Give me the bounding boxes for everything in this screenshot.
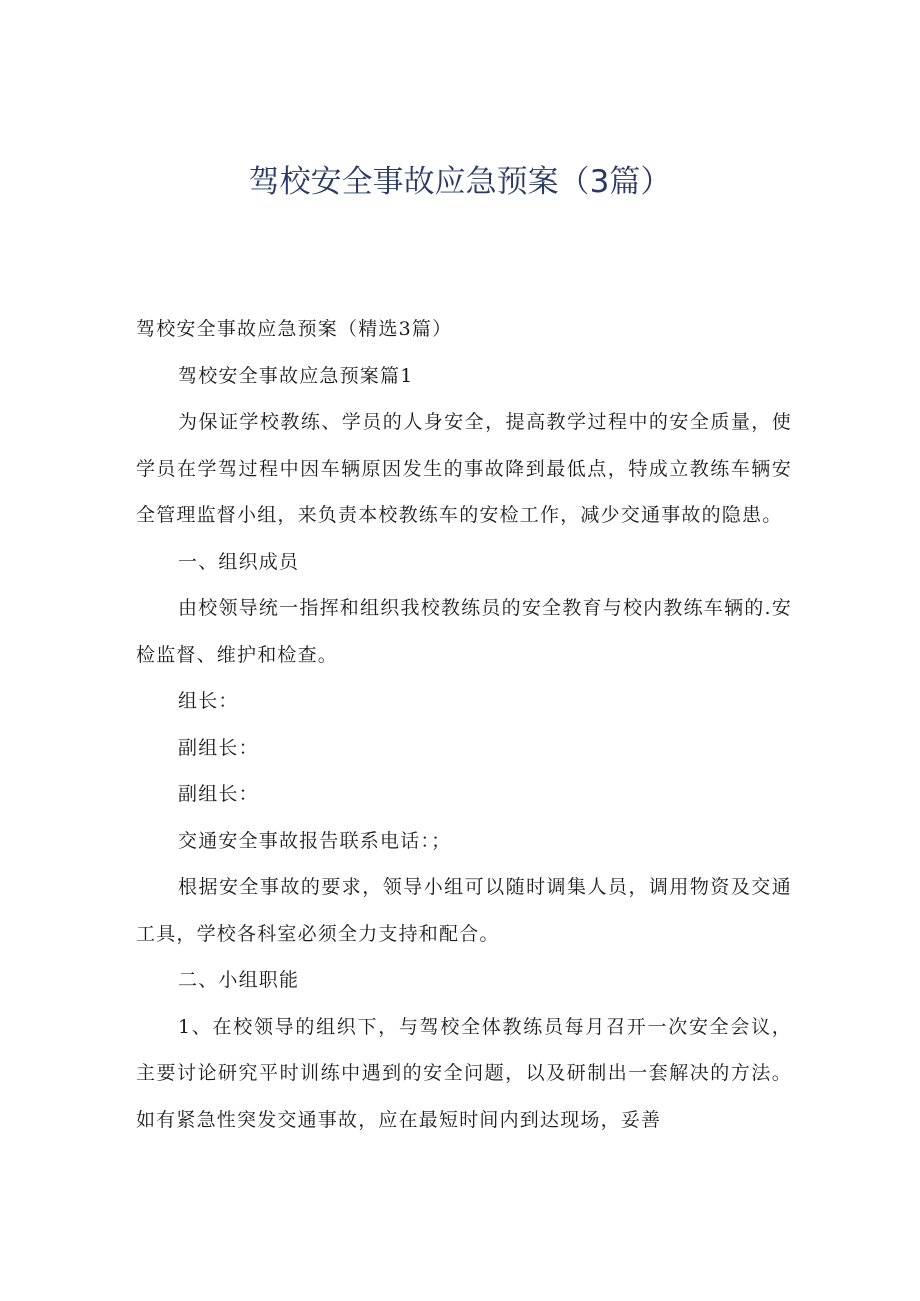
heading-organization-members: 一、组织成员 [178, 550, 300, 573]
document-title: 驾校安全事故应急预案（3篇） [248, 164, 672, 200]
heading-group-functions: 二、小组职能 [178, 969, 300, 991]
field-deputy-leader-1: 副组长： [178, 736, 259, 759]
paragraph-leadership: 由校领导统一指挥和组织我校教练员的安全教育与校内教练车辆的.安检监督、维护和检查。 [136, 597, 792, 666]
paragraph-intro: 为保证学校教练、学员的人身安全，提高教学过程中的安全质量，使学员在学驾过程中因车辆原因发生的事故降到最低点，特成立教练车辆安全管理监督小组，来负责本校教练车的安检工作，减少交通事故的隐患。 [136, 411, 792, 526]
field-group-leader: 组长： [178, 690, 239, 712]
paragraph-section-heading: 驾校安全事故应急预案篇1 [178, 364, 414, 387]
paragraph-function-1: 1、在校领导的组织下，与驾校全体教练员每月召开一次安全会议，主要讨论研究平时训练中遇到的安全问题，以及研制出一套解决的方法。如有紧急性突发交通事故，应在最短时间内到达现场，妥善 [136, 1015, 792, 1131]
field-report-phone: 交通安全事故报告联系电话：； [178, 829, 452, 852]
document-body [136, 306, 792, 1143]
field-deputy-leader-2: 副组长： [178, 783, 259, 805]
paragraph-requirements: 根据安全事故的要求，领导小组可以随时调集人员，调用物资及交通工具，学校各科室必须全力支持和配合。 [136, 876, 792, 945]
paragraph-subtitle: 驾校安全事故应急预案（精选3篇） [136, 318, 453, 340]
